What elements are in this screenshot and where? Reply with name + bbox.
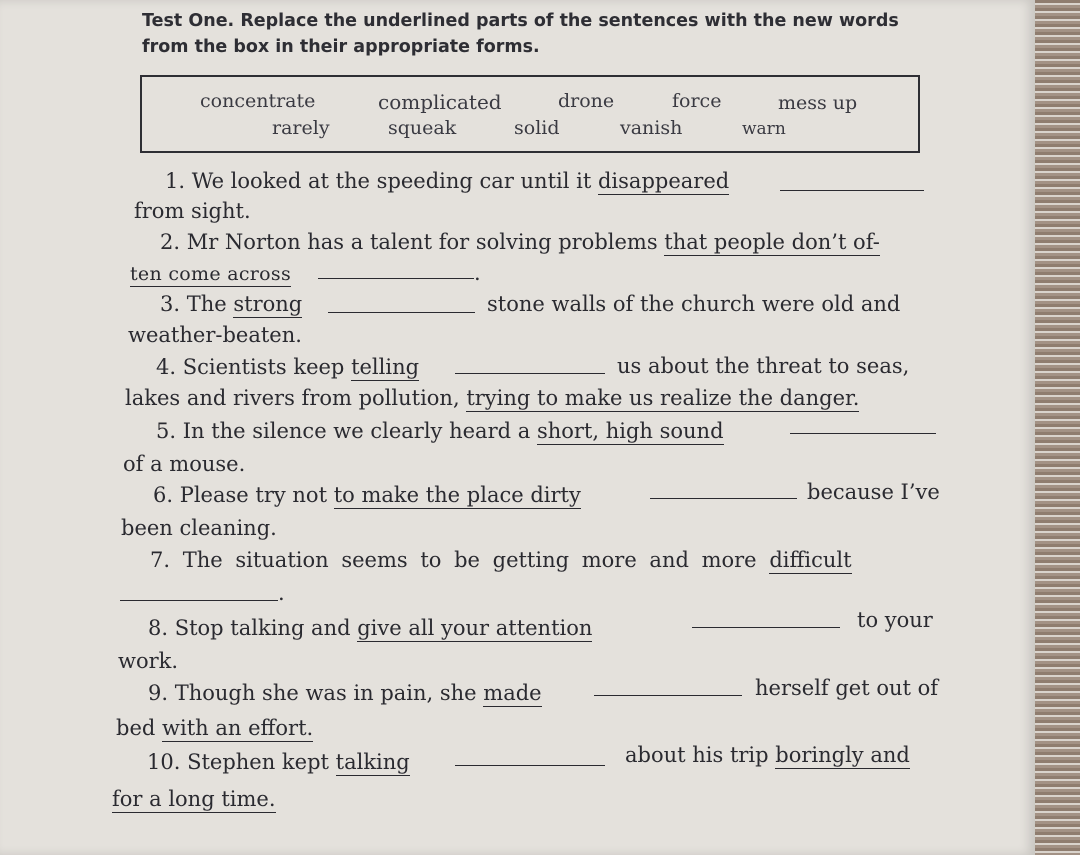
sentence-1-cont: from sight. [134, 199, 251, 223]
word-box-item: drone [558, 90, 615, 112]
answer-blank-1[interactable] [780, 190, 924, 191]
underlined-phrase: short, high sound [536, 419, 724, 443]
sentence-4-cont: lakes and rivers from pollution, trying to make us realize the danger. [125, 386, 860, 410]
sentence-3: 3. The strong [160, 292, 303, 316]
underlined-phrase: with an effort. [162, 716, 314, 740]
sentence-10-mid: about his trip boringly and [625, 743, 910, 767]
answer-blank-3[interactable] [328, 312, 475, 313]
sentence-9-cont: bed with an effort. [116, 716, 314, 740]
answer-blank-4[interactable] [455, 373, 605, 374]
sentence-2: 2. Mr Norton has a talent for solving problems that people don’t of- [160, 230, 880, 254]
word-box-item: rarely [272, 117, 330, 139]
sentence-9: 9. Though she was in pain, she made [148, 681, 542, 705]
underlined-phrase: strong [233, 292, 303, 316]
page-stack-edge [1035, 0, 1080, 855]
sentence-7: 7. The situation seems to be getting more and more difficult [150, 548, 852, 572]
word-box-item: vanish [620, 117, 683, 139]
sentence-2-cont [130, 261, 291, 287]
underlined-phrase: telling [351, 355, 420, 379]
instructions [142, 8, 932, 60]
sentence-5: 5. In the silence we clearly heard a short, high sound [156, 419, 724, 443]
underlined-phrase: for a long time. [112, 787, 276, 811]
underlined-phrase: trying to make us realize the danger. [466, 386, 860, 410]
worksheet-page: Test One. Replace the underlined parts of the sentences with the new words from the box in their appropriate forms. concentrate complicated drone force mess up rarely squeak solid vanish warn 1. We looked at the speeding car until it disappeared from sight. 2. Mr Norton has a talent for solving problems that people don’t of- ten come across . 3. The strong stone walls of the church were old and weather-beaten. 4. Scientists keep telling us about the threat to seas, lakes and rivers from pollution, trying to make us realize the danger. 5. In the silence we clearly heard a short, high sound of a mouse. 6. Please try not to make the place dirty because I’ve been cleaning. 7. The situation seems to be getting more and more difficult . 8. Stop talking and give all your attention to your work. 9. Though she was in pain, she made herself get out of bed with an effort. 10. Stephen kept talking about his trip boringly and for a long time. [0, 0, 1035, 855]
instructions-text: Replace the underlined parts of the sentences with the new words from the box in their appropriate forms. [142, 11, 899, 57]
sentence-4: 4. Scientists keep telling [156, 355, 420, 379]
sentence-6-cont: been cleaning. [121, 516, 277, 540]
underlined-phrase: talking [335, 750, 410, 774]
answer-blank-9[interactable] [594, 695, 742, 696]
answer-blank-10[interactable] [455, 765, 605, 766]
word-box-item: solid [514, 117, 560, 139]
word-box-item: squeak [388, 117, 457, 139]
answer-blank-8[interactable] [692, 627, 840, 628]
underlined-phrase: disappeared [597, 169, 730, 193]
sentence-8-cont: work. [118, 649, 179, 673]
sentence-6: 6. Please try not to make the place dirty [153, 483, 581, 507]
underlined-phrase: ten come across [130, 263, 292, 285]
word-box-item: concentrate [200, 90, 316, 112]
sentence-10: 10. Stephen kept talking [147, 750, 410, 774]
underlined-phrase: boringly and [775, 743, 910, 767]
answer-blank-5[interactable] [790, 433, 936, 434]
underlined-phrase: that people don’t of- [664, 230, 880, 254]
word-box [140, 75, 920, 153]
word-box-item: mess up [778, 92, 858, 114]
sentence-5-cont: of a mouse. [123, 452, 246, 476]
word-box-item: warn [742, 119, 786, 139]
underlined-phrase: difficult [769, 548, 852, 572]
test-title: Test One. [142, 11, 235, 31]
sentence-10-cont [112, 786, 276, 812]
sentence-1: 1. We looked at the speeding car until it disappeared [165, 169, 730, 193]
underlined-phrase: to make the place dirty [333, 483, 581, 507]
sentence-3-cont: weather-beaten. [128, 323, 302, 347]
answer-blank-6[interactable] [650, 498, 797, 499]
word-box-item: complicated [378, 90, 502, 114]
word-box-item: force [672, 90, 722, 112]
underlined-phrase: made [483, 681, 542, 705]
sentence-8: 8. Stop talking and give all your attention [148, 616, 593, 640]
answer-blank-7[interactable] [120, 600, 278, 601]
answer-blank-2[interactable] [318, 278, 474, 279]
underlined-phrase: give all your attention [357, 616, 593, 640]
